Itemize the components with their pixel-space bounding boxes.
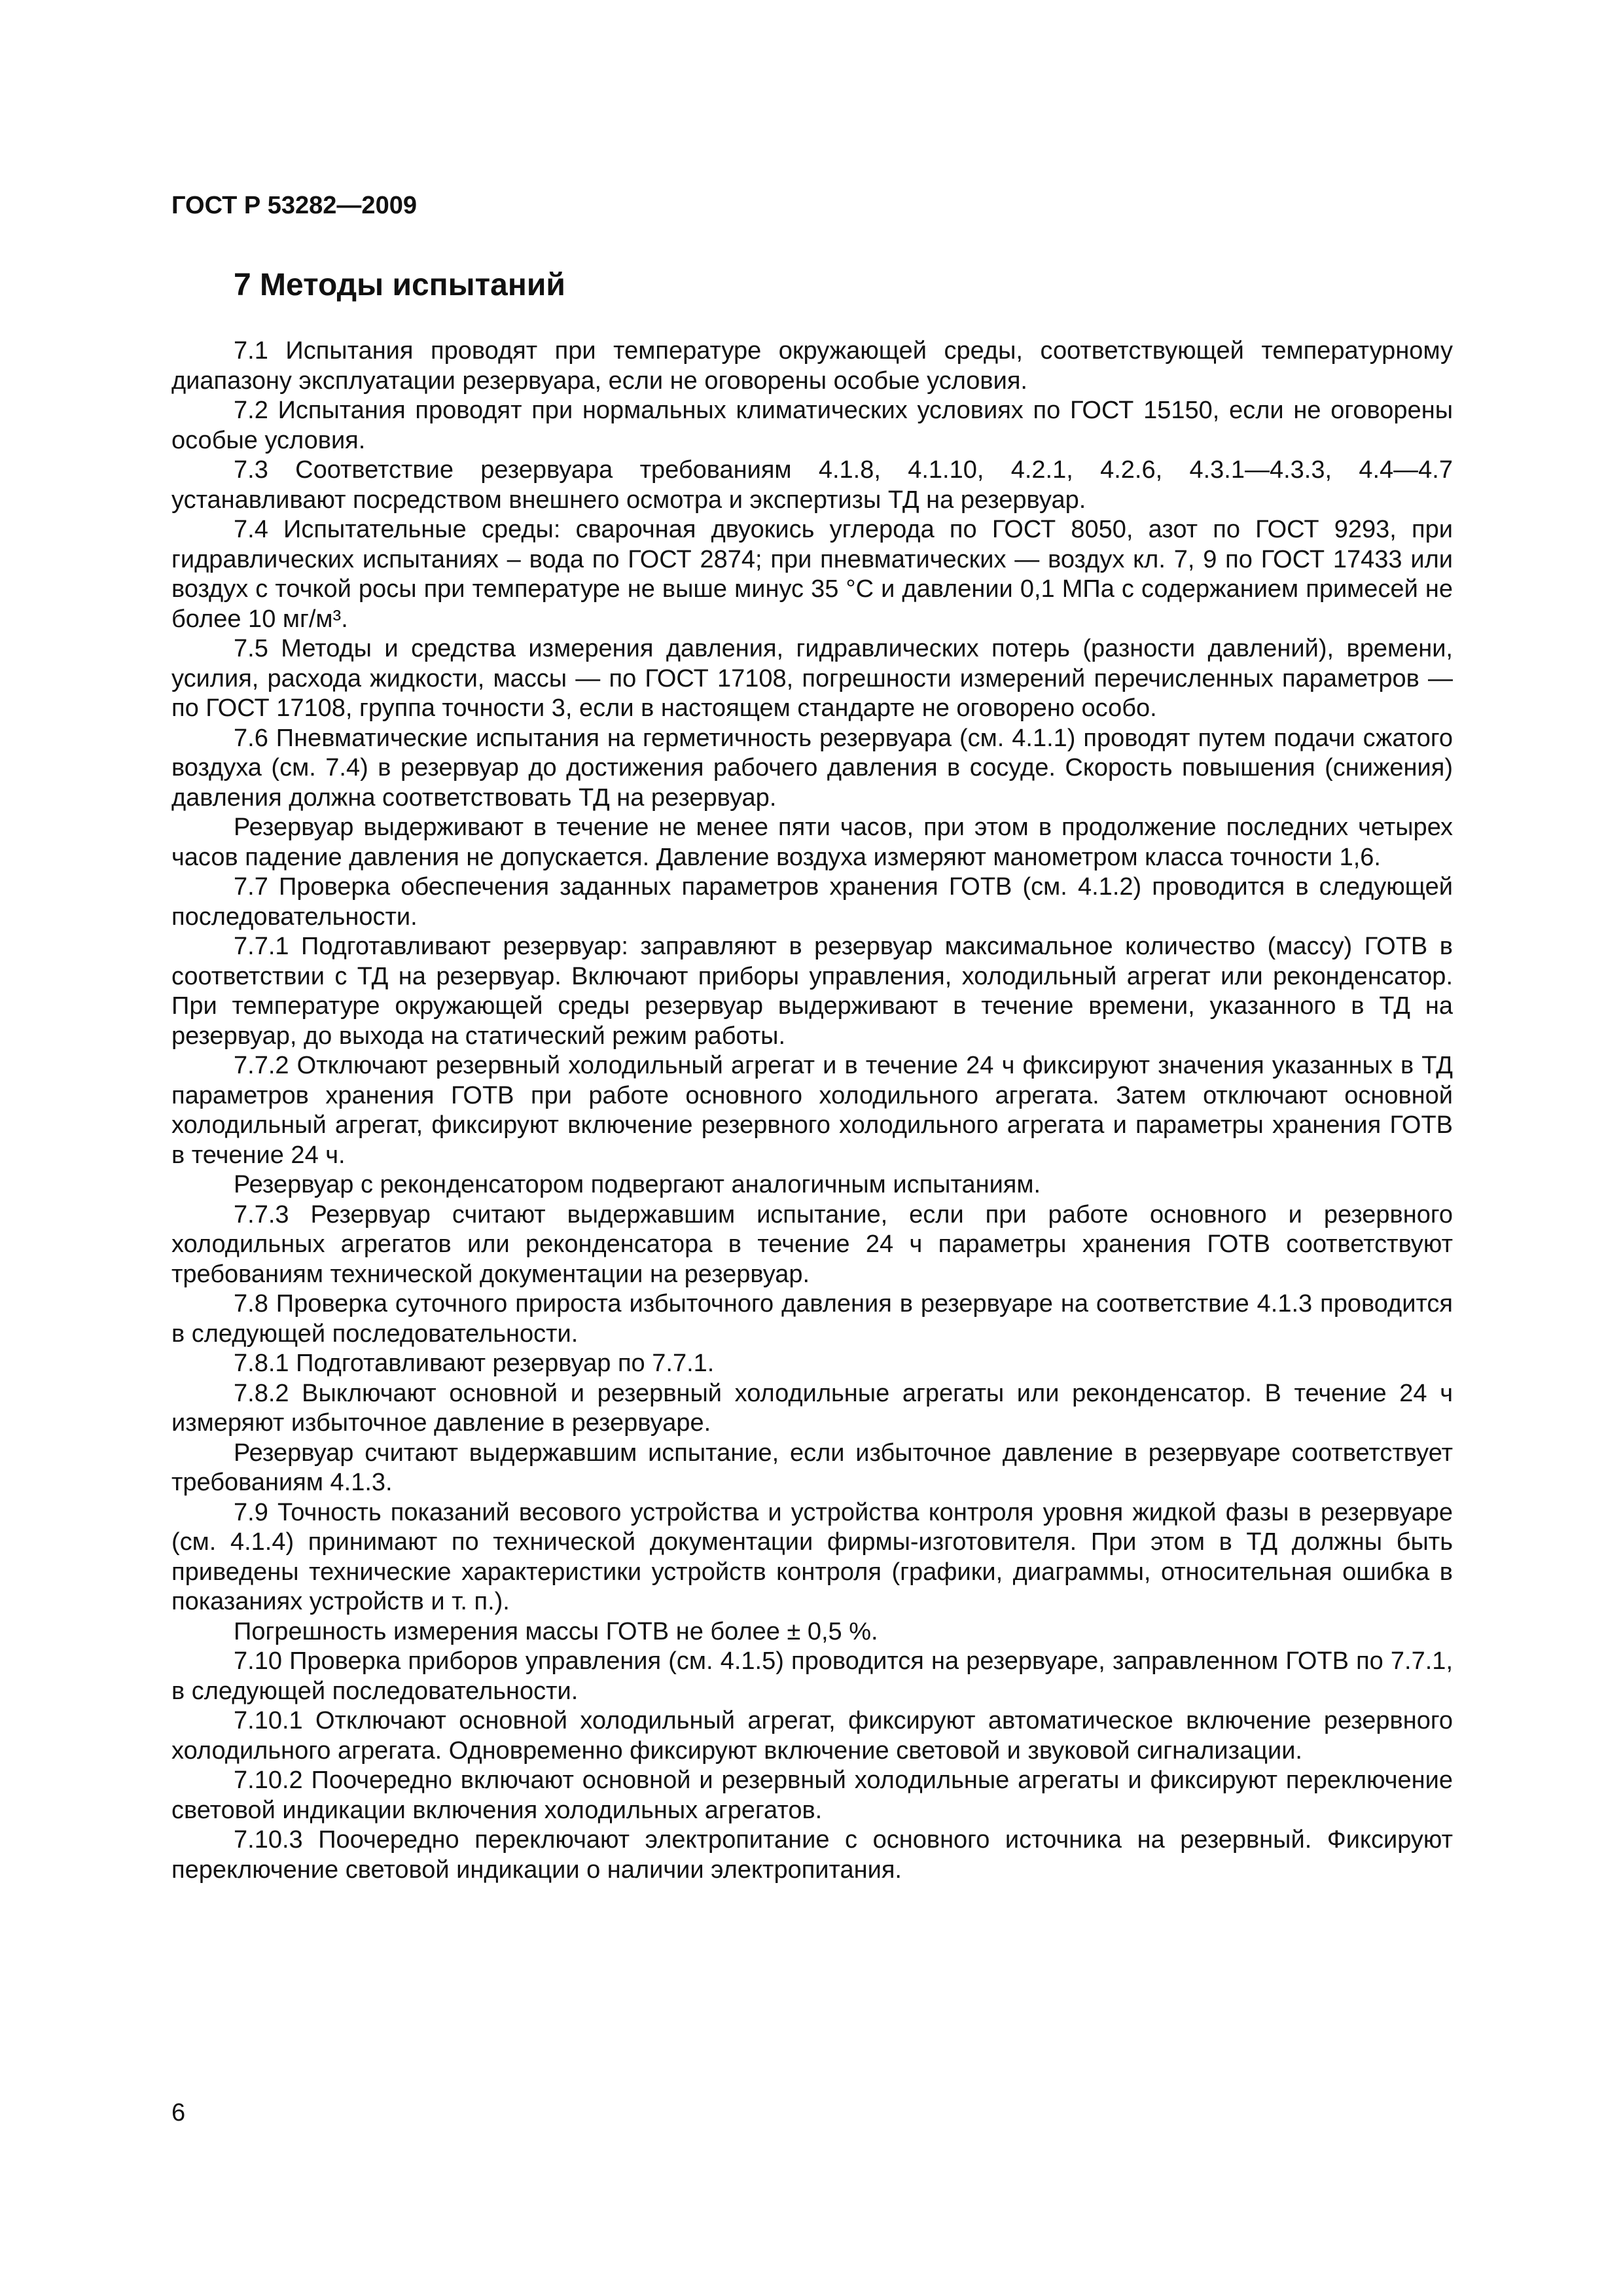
paragraph-7-7-2-cont: Резервуар с реконденсатором подвергают аналогичным испытаниям.: [234, 1171, 1041, 1198]
section-title: 7 Методы испытаний: [234, 268, 565, 302]
page-number: 6: [171, 2099, 186, 2126]
paragraph-7-8-1: 7.8.1 Подготавливают резервуар по 7.7.1.: [234, 1350, 715, 1377]
paragraph-7-10-1: 7.10.1 Отключают основной холодильный агрегат, фиксируют автоматическое включение резервного холодильного агрегата. Одновременно фиксируют включение световой и звуковой сигнализации.: [171, 1707, 1453, 1765]
paragraph-7-3: 7.3 Соответствие резервуара требованиям 4.1.8, 4.1.10, 4.2.1, 4.2.6, 4.3.1—4.3.3, 4.4—4.7 устанавливают посредством внешнего осмотра и экспертизы ТД на резервуар.: [171, 456, 1453, 514]
paragraph-7-7-1: 7.7.1 Подготавливают резервуар: заправляют в резервуар максимальное количество (массу) ГОТВ в соответствии с ТД на резервуар. Включают приборы управления, холодильный агрегат или реконденсатор. При температуре окружающей среды резервуар выдерживают в течение времени, указанного в ТД на резервуар, до выхода на статический режим работы.: [171, 933, 1453, 1050]
document-body: [171, 336, 1453, 1885]
paragraph-7-9-cont: Погрешность измерения массы ГОТВ не более ± 0,5 %.: [234, 1617, 878, 1645]
paragraph-7-10-2: 7.10.2 Поочередно включают основной и резервный холодильные агрегаты и фиксируют переключение световой индикации включения холодильных агрегатов.: [171, 1767, 1453, 1824]
paragraph-7-10-3: 7.10.3 Поочередно переключают электропитание с основного источника на резервный. Фиксируют переключение световой индикации о наличии электропитания.: [171, 1826, 1453, 1884]
paragraph-7-7: 7.7 Проверка обеспечения заданных параметров хранения ГОТВ (см. 4.1.2) проводится в следующей последовательности.: [171, 873, 1453, 931]
paragraph-7-5: 7.5 Методы и средства измерения давления, гидравлических потерь (разности давлений), времени, усилия, расхода жидкости, массы — по ГОСТ 17108, погрешности измерений перечисленных параметров — по ГОСТ 17108, группа точности 3, если в настоящем стандарте не оговорено особо.: [171, 635, 1453, 722]
paragraph-7-8-2: 7.8.2 Выключают основной и резервный холодильные агрегаты или реконденсатор. В течение 24 ч измеряют избыточное давление в резервуаре.: [171, 1379, 1453, 1437]
paragraph-7-1: 7.1 Испытания проводят при температуре окружающей среды, соответствующей температурному диапазону эксплуатации резервуара, если не оговорены особые условия.: [171, 337, 1453, 395]
paragraph-7-10: 7.10 Проверка приборов управления (см. 4.1.5) проводится на резервуаре, заправленном ГОТВ по 7.7.1, в следующей последовательности.: [171, 1647, 1453, 1705]
paragraph-7-8: 7.8 Проверка суточного прироста избыточного давления в резервуаре на соответствие 4.1.3 проводится в следующей последовательности.: [171, 1290, 1453, 1348]
paragraph-7-6: 7.6 Пневматические испытания на герметичность резервуара (см. 4.1.1) проводят путем подачи сжатого воздуха (см. 7.4) в резервуар до достижения рабочего давления в сосуде. Скорость повышения (снижения) давления должна соответствовать ТД на резервуар.: [171, 724, 1453, 812]
paragraph-7-2: 7.2 Испытания проводят при нормальных климатических условиях по ГОСТ 15150, если не оговорены особые условия.: [171, 397, 1453, 454]
document-header: ГОСТ Р 53282—2009: [171, 192, 417, 219]
paragraph-7-8-2-cont: Резервуар считают выдержавшим испытание, если избыточное давление в резервуаре соответствует требованиям 4.1.3.: [171, 1439, 1453, 1496]
paragraph-7-4: 7.4 Испытательные среды: сварочная двуокись углерода по ГОСТ 8050, азот по ГОСТ 9293, при гидравлических испытаниях – вода по ГОСТ 2874; при пневматических — воздух кл. 7, 9 по ГОСТ 17433 или воздух с точкой росы при температуре не выше минус 35 °С и давлении 0,1 МПа с содержанием примесей не более 10 мг/м³.: [171, 516, 1453, 633]
paragraph-7-7-2: 7.7.2 Отключают резервный холодильный агрегат и в течение 24 ч фиксируют значения указанных в ТД параметров хранения ГОТВ при работе основного холодильного агрегата. Затем отключают основной холодильный агрегат, фиксируют включение резервного холодильного агрегата и параметры хранения ГОТВ в течение 24 ч.: [171, 1052, 1453, 1169]
paragraph-7-9: 7.9 Точность показаний весового устройства и устройства контроля уровня жидкой фазы в резервуаре (см. 4.1.4) принимают по технической документации фирмы-изготовителя. При этом в ТД должны быть приведены технические характеристики устройств контроля (графики, диаграммы, относительная ошибка в показаниях устройств и т. п.).: [171, 1498, 1453, 1615]
paragraph-7-7-3: 7.7.3 Резервуар считают выдержавшим испытание, если при работе основного и резервного холодильных агрегатов или реконденсатора в течение 24 ч параметры хранения ГОТВ соответствуют требованиям технической документации на резервуар.: [171, 1200, 1453, 1288]
paragraph-7-6-cont: Резервуар выдерживают в течение не менее пяти часов, при этом в продолжение последних четырех часов падение давления не допускается. Давление воздуха измеряют манометром класса точности 1,6.: [171, 814, 1453, 871]
